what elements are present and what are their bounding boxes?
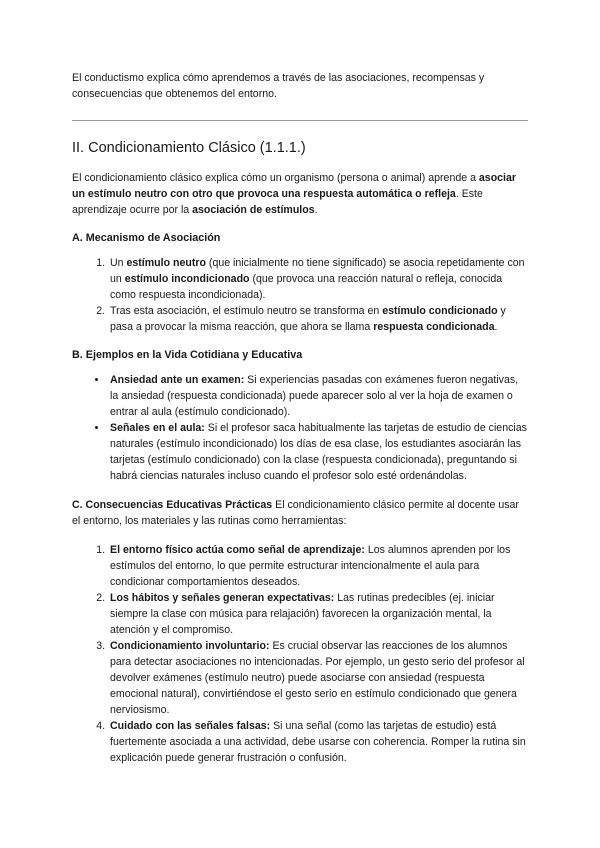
list-item: 2. Los hábitos y señales generan expectativas: Las rutinas predecibles (ej. iniciar siempre la clase con música para relajación) favorecen la organización mental, la atención y el compromiso. — [108, 590, 528, 638]
subsection-c-title: C. Consecuencias Educativas Prácticas — [72, 499, 273, 511]
subsection-c-intro: C. Consecuencias Educativas Prácticas El condicionamiento clásico permite al docente usar el entorno, los materiales y las rutinas como herramientas: — [72, 499, 519, 527]
mechanism-list — [72, 255, 528, 335]
subsection-b-title: B. Ejemplos en la Vida Cotidiana y Educativa — [72, 349, 303, 361]
list-item: • Ansiedad ante un examen: Si experiencias pasadas con exámenes fueron negativas, la ansiedad (respuesta condicionada) puede aparecer solo al ver la hoja de examen o entrar al aula (estímulo condicionado). — [108, 372, 528, 420]
lead-bold-2: asociación de estímulos — [192, 204, 315, 216]
subsection-a-title: A. Mecanismo de Asociación — [72, 232, 221, 244]
list-item: 2. Tras esta asociación, el estímulo neutro se transforma en estímulo condicionado y pasa a provocar la misma reacción, que ahora se llama respuesta condicionada. — [108, 303, 528, 335]
intro-paragraph: El conductismo explica cómo aprendemos a través de las asociaciones, recompensas y consecuencias que obtenemos del entorno. — [72, 72, 485, 100]
lead-bold-1: asociar un estímulo neutro con otro que provoca una respuesta automática o refleja — [72, 172, 517, 200]
list-item: 3. Condicionamiento involuntario: Es crucial observar las reacciones de los alumnos para detectar asociaciones no intencionadas. Por ejemplo, un gesto serio del profesor al devolver exámenes (estímulo neutro) puede asociarse con ansiedad (respuesta emocional natural), convirtiéndose el gesto serio en estímulo condicionado que genera nerviosismo. — [108, 638, 528, 718]
section-title: II. Condicionamiento Clásico (1.1.1.) — [72, 140, 306, 156]
section-divider — [72, 120, 528, 121]
lead-paragraph: El condicionamiento clásico explica cómo un organismo (persona o animal) aprende a asociar un estímulo neutro con otro que provoca una respuesta automática o refleja. Este aprendizaje ocurre por la asociación de estímulos. — [72, 172, 517, 216]
consequences-list — [72, 542, 528, 766]
list-item: 4. Cuidado con las señales falsas: Si una señal (como las tarjetas de estudio) está fuertemente asociada a una actividad, debe usarse con coherencia. Romper la rutina sin explicación puede generar frustración o confusión. — [108, 718, 528, 766]
examples-list — [72, 372, 528, 484]
document-content — [72, 70, 528, 779]
list-item: 1. El entorno físico actúa como señal de aprendizaje: Los alumnos aprenden por los estímulos del entorno, lo que permite estructurar intencionalmente el aula para condicionar comportamientos deseados. — [108, 542, 528, 590]
list-item: 1. Un estímulo neutro (que inicialmente no tiene significado) se asocia repetidamente con un estímulo incondicionado (que provoca una reacción natural o refleja, conocida como respuesta incondicionada). — [108, 255, 528, 303]
list-item: • Señales en el aula: Si el profesor saca habitualmente las tarjetas de estudio de ciencias naturales (estímulo incondicionado) los días de esa clase, los estudiantes asociarán las tarjetas (estímulo condicionado) con la clase (respuesta condicionada), preguntando si habrá ciencias naturales incluso cuando el profesor solo esté ordenándolas. — [108, 420, 528, 484]
